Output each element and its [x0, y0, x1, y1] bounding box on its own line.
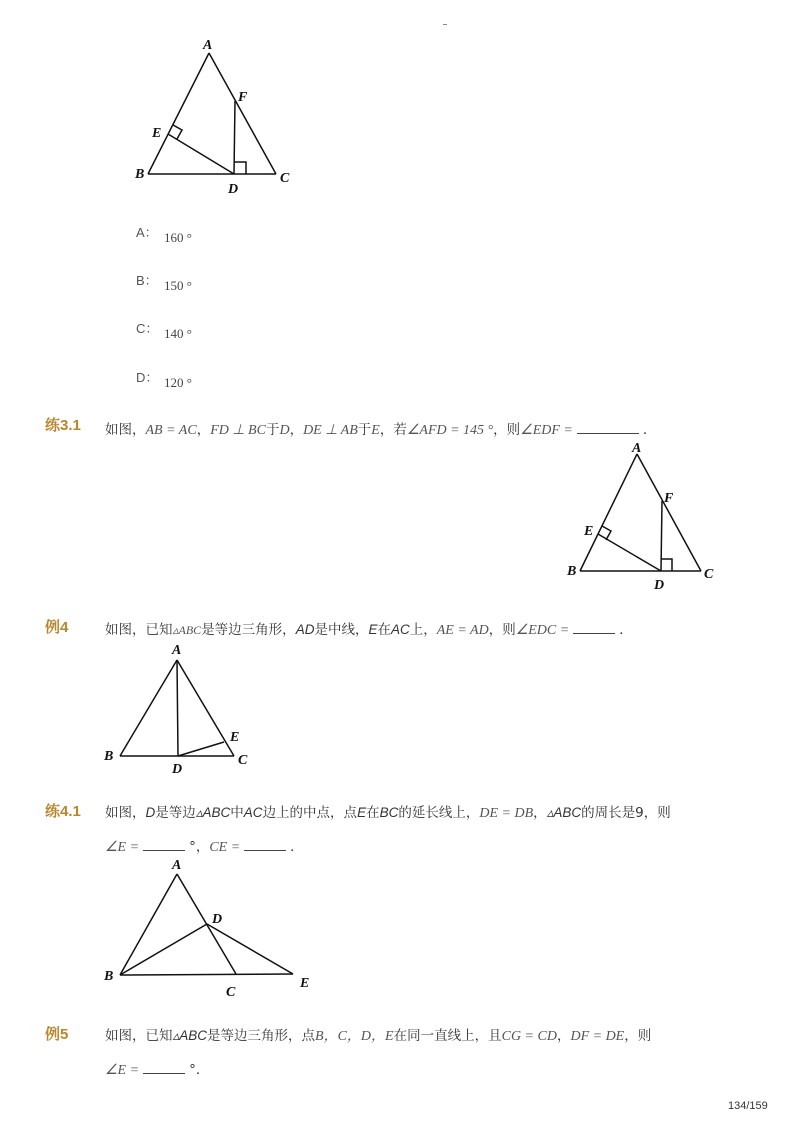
figure-triangle-abc-4 — [100, 855, 320, 1005]
svg-text:F: F — [664, 491, 674, 506]
svg-text:E: E — [300, 976, 310, 991]
example-4-tag: 例4 — [45, 619, 69, 636]
example-5-question-line-2: ∠E = °． — [105, 1062, 210, 1078]
option-b[interactable] — [136, 270, 192, 293]
exercise-3-1-question: 如图，AB = AC，FD ⊥ BC于D，DE ⊥ AB于E，若∠AFD = 145 °，则∠EDF = ． — [105, 422, 657, 438]
option-d[interactable] — [136, 367, 192, 390]
option-letter: D： — [136, 370, 159, 385]
svg-text:B: B — [567, 564, 577, 579]
svg-text:A: A — [203, 38, 213, 53]
svg-text:D: D — [228, 182, 239, 195]
exercise-4-1-tag: 练4.1 — [45, 803, 81, 820]
svg-text:D: D — [212, 912, 223, 927]
option-c[interactable] — [136, 318, 192, 341]
option-letter: A： — [136, 225, 158, 240]
figure-triangle-abc-2 — [562, 438, 732, 598]
svg-text:E: E — [152, 126, 162, 141]
page-number: 134/159 — [728, 1100, 768, 1112]
svg-text:C: C — [226, 985, 236, 1000]
svg-text:A: A — [172, 858, 182, 873]
svg-text:F: F — [238, 90, 248, 105]
svg-text:C: C — [704, 567, 714, 582]
svg-text:E: E — [584, 524, 594, 539]
figure-triangle-abc-3 — [100, 638, 270, 778]
option-value: 160 ° — [164, 230, 192, 245]
svg-text:B: B — [104, 969, 114, 984]
option-letter: C： — [136, 321, 159, 336]
option-value: 140 ° — [164, 326, 192, 341]
svg-text:A: A — [632, 441, 642, 456]
example-5-tag: 例5 — [45, 1026, 69, 1043]
svg-text:B: B — [135, 167, 145, 182]
exercise-4-1-question-line-2: ∠E = °，CE = ． — [105, 839, 304, 855]
svg-text:A: A — [172, 643, 182, 658]
example-5-question-line-1: 如图，已知▵ABC是等边三角形，点B，C，D，E在同一直线上，且CG = CD，DF = DE，则 — [105, 1028, 652, 1044]
option-value: 120 ° — [164, 375, 192, 390]
svg-text:C: C — [280, 171, 290, 186]
figure-triangle-abc-1 — [130, 35, 300, 195]
answer-blank[interactable] — [573, 621, 615, 634]
answer-blank-angle[interactable] — [143, 838, 185, 851]
exercise-3-1-tag: 练3.1 — [45, 417, 81, 434]
option-value: 150 ° — [164, 278, 192, 293]
top-mark — [443, 24, 447, 25]
exercise-4-1-question-line-1: 如图，D是等边▵ABC中AC边上的中点，点E在BC的延长线上，DE = DB，▵ABC的周长是9，则 — [105, 805, 671, 821]
answer-blank[interactable] — [143, 1061, 185, 1074]
svg-text:E: E — [230, 730, 240, 745]
answer-blank-ce[interactable] — [244, 838, 286, 851]
svg-text:D: D — [654, 578, 665, 593]
answer-blank[interactable] — [577, 421, 639, 434]
example-4-question: 如图，已知▵ABC是等边三角形，AD是中线，E在AC上，AE = AD，则∠EDC = ． — [105, 622, 633, 638]
option-letter: B： — [136, 273, 158, 288]
svg-text:D: D — [172, 762, 183, 777]
svg-text:B: B — [104, 749, 114, 764]
svg-text:C: C — [238, 753, 248, 768]
option-a[interactable] — [136, 222, 192, 245]
